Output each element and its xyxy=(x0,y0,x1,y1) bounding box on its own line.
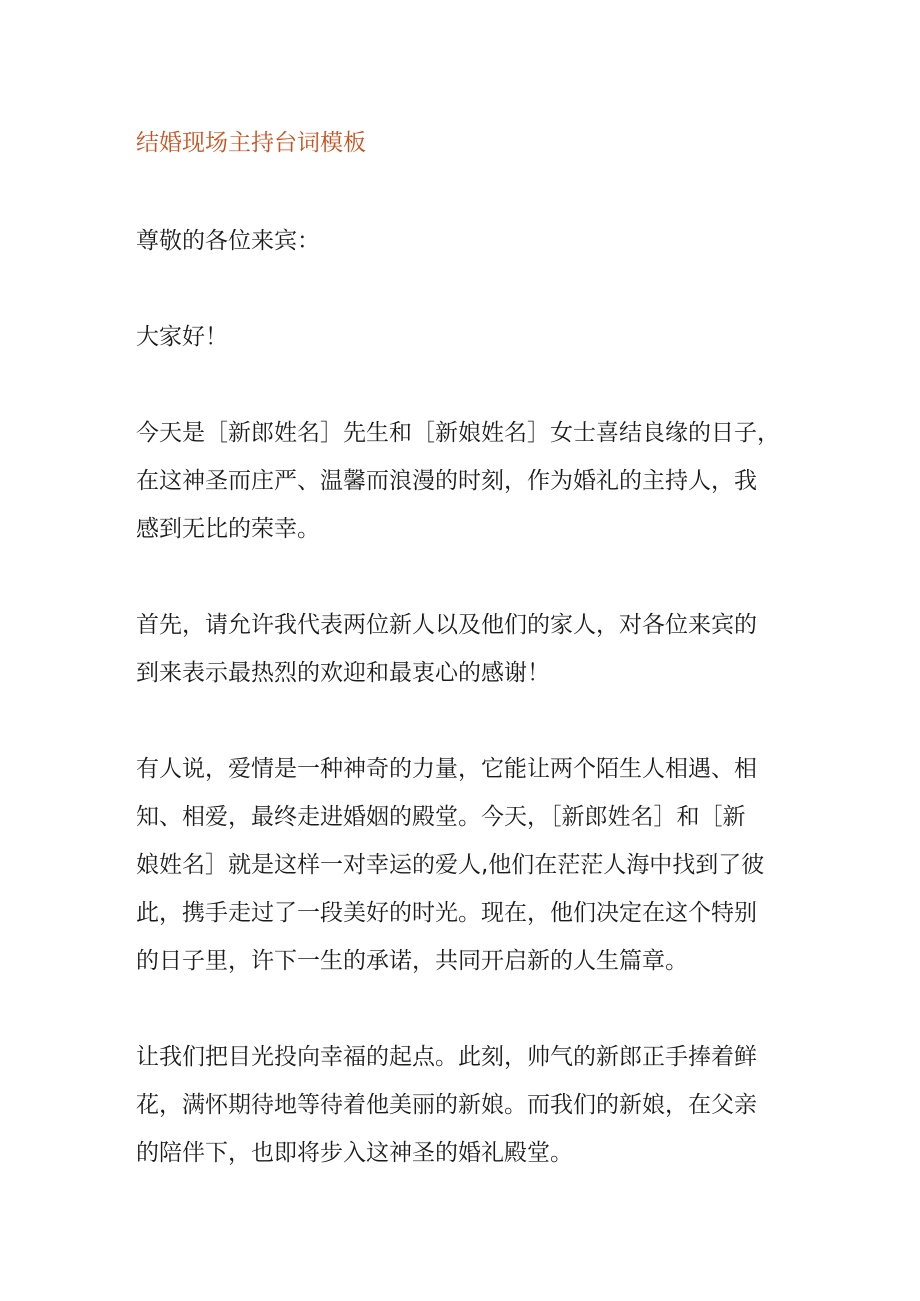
text-line: 的日子里，许下一生的承诺，共同开启新的人生篇章。 xyxy=(136,948,688,974)
text-line: 今天是［新郎姓名］先生和［新娘姓名］女士喜结良缘的日子， xyxy=(136,420,780,446)
text-line: 感到无比的荣幸。 xyxy=(136,516,320,542)
text-line: 花，满怀期待地等待着他美丽的新娘。而我们的新娘，在父亲 xyxy=(136,1092,757,1118)
paragraph-thanks xyxy=(136,601,776,697)
paragraph-scene xyxy=(136,1033,776,1177)
paragraph-greeting xyxy=(136,313,776,361)
text-line: 的陪伴下，也即将步入这神圣的婚礼殿堂。 xyxy=(136,1140,573,1166)
text-line: 知、相爱，最终走进婚姻的殿堂。今天，［新郎姓名］和［新 xyxy=(136,804,746,830)
paragraph-intro xyxy=(136,409,780,553)
document-title: 结婚现场主持台词模板 xyxy=(136,130,366,156)
text-line: 到来表示最热烈的欢迎和最衷心的感谢！ xyxy=(136,660,550,686)
text-line: 让我们把目光投向幸福的起点。此刻，帅气的新郎正手捧着鲜 xyxy=(136,1044,757,1070)
paragraph-salutation xyxy=(136,217,776,265)
text-line: 娘姓名］就是这样一对幸运的爱人,他们在茫茫人海中找到了彼 xyxy=(136,852,765,878)
text-line: 尊敬的各位来宾： xyxy=(136,228,320,254)
text-line: 首先，请允许我代表两位新人以及他们的家人，对各位来宾的 xyxy=(136,612,757,638)
text-line: 大家好！ xyxy=(136,324,228,350)
text-line: 有人说，爱情是一种神奇的力量，它能让两个陌生人相遇、相 xyxy=(136,756,757,782)
paragraph-love xyxy=(136,745,776,985)
text-line: 在这神圣而庄严、温馨而浪漫的时刻，作为婚礼的主持人，我 xyxy=(136,468,757,494)
text-line: 此，携手走过了一段美好的时光。现在，他们决定在这个特别 xyxy=(136,900,757,926)
